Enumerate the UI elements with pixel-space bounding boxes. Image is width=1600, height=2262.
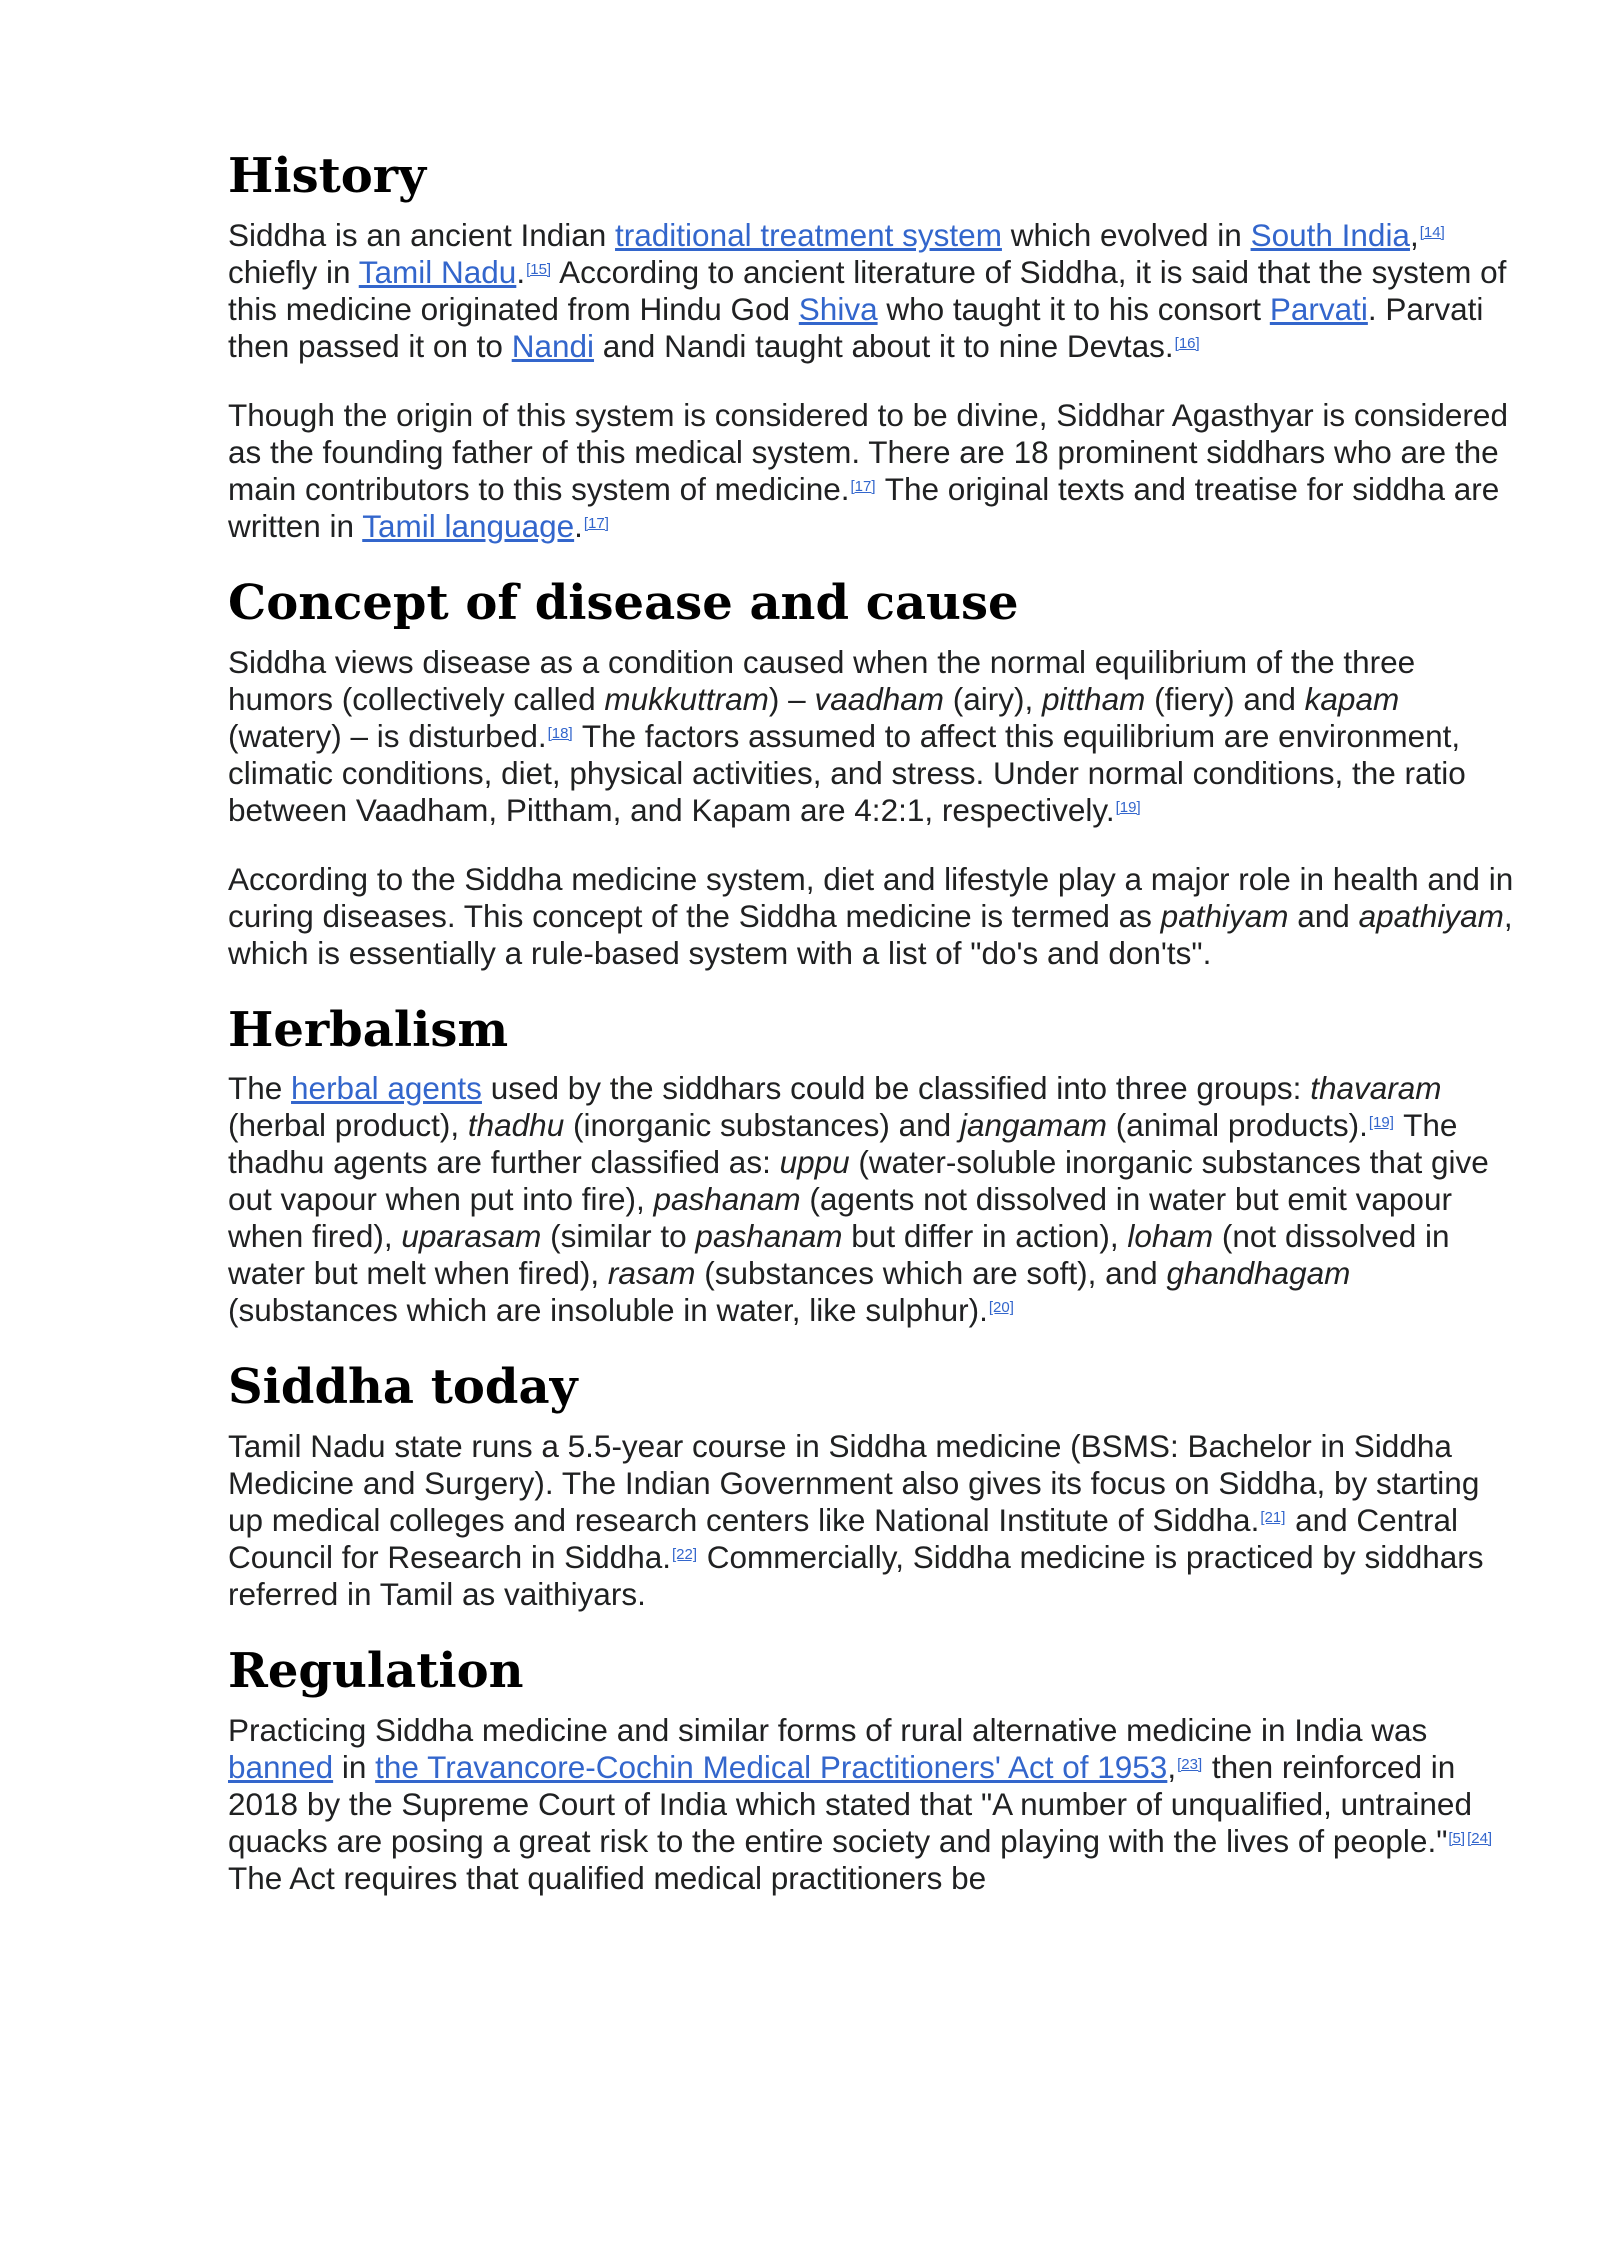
text-run: The factors assumed to affect this equilibrium are environment, climatic conditions, diet, physical activities, and stress. Under normal conditions, the ratio between Vaadham, Pittham, and Kapam are 4:2:1, respectively. xyxy=(228,717,1466,828)
citation-reference[interactable]: [5] xyxy=(1448,1829,1466,1847)
section-history xyxy=(228,150,1518,545)
section-heading: Concept of disease and cause xyxy=(228,574,1019,631)
text-run: (not dissolved in water but melt when fired), xyxy=(228,1218,1450,1292)
article-link[interactable]: Nandi xyxy=(511,327,595,364)
text-run: and xyxy=(1288,897,1359,934)
italic-term: uppu xyxy=(779,1144,850,1181)
citation-reference[interactable]: [24] xyxy=(1467,1829,1493,1847)
text-run: then reinforced in 2018 by the Supreme Court of India which stated that "A number of unqualified, untrained quacks are posing a great risk to the entire society and playing with the lives of people." xyxy=(228,1748,1472,1859)
citation-reference[interactable]: [15] xyxy=(526,260,552,278)
text-run: Siddha is an ancient Indian xyxy=(228,216,616,253)
citation-reference[interactable]: [16] xyxy=(1174,334,1200,352)
paragraph xyxy=(228,1428,1518,1613)
text-run: but differ in action), xyxy=(842,1218,1128,1255)
section-herbalism xyxy=(228,1001,1518,1330)
paragraph xyxy=(228,217,1518,365)
article-link[interactable]: Parvati xyxy=(1269,290,1368,327)
text-run: According to ancient literature of Siddha, it is said that the system of this medicine originated from Hindu God xyxy=(228,253,1507,327)
text-run: chiefly in xyxy=(228,253,359,290)
italic-term: thavaram xyxy=(1310,1070,1442,1107)
italic-term: pashanam xyxy=(653,1181,801,1218)
article-link[interactable]: the Travancore-Cochin Medical Practitioners' Act of 1953 xyxy=(375,1748,1168,1785)
text-run: The Act requires that qualified medical practitioners be xyxy=(228,1859,987,1896)
paragraph xyxy=(228,644,1518,829)
italic-term: apathiyam xyxy=(1358,897,1504,934)
citation-reference[interactable]: [21] xyxy=(1260,1509,1286,1527)
text-run: which evolved in xyxy=(1001,216,1251,253)
citation-reference[interactable]: [22] xyxy=(671,1546,698,1564)
article-link[interactable]: banned xyxy=(228,1748,334,1785)
text-run: (inorganic substances) and xyxy=(564,1107,960,1144)
text-run: Though the origin of this system is considered to be divine, Siddhar Agasthyar is considered as the founding father of this medical system. There are 18 prominent siddhars who are the main contributors to this system of medicine. xyxy=(228,396,1508,507)
citation-reference[interactable]: [18] xyxy=(547,724,573,742)
paragraph xyxy=(228,397,1518,545)
section-concept-of-disease-and-cause xyxy=(228,574,1518,972)
citation-reference[interactable]: [17] xyxy=(583,514,609,532)
text-run: . xyxy=(574,507,583,544)
text-run: Tamil Nadu state runs a 5.5-year course in Siddha medicine (BSMS: Bachelor in Siddha Medicine and Surgery). The Indian Government also gives its focus on Siddha, by starting up medical colleges and research centers like National Institute of Siddha. xyxy=(228,1428,1480,1539)
text-run: The xyxy=(228,1070,292,1107)
section-heading: Siddha today xyxy=(228,1359,578,1416)
italic-term: uparasam xyxy=(401,1218,542,1255)
text-run: Commercially, Siddha medicine is practiced by siddhars referred in Tamil as vaithiyars. xyxy=(228,1539,1484,1613)
article-link[interactable]: Shiva xyxy=(798,290,878,327)
italic-term: rasam xyxy=(607,1255,696,1292)
citation-reference[interactable]: [20] xyxy=(988,1299,1014,1317)
article-link[interactable]: Tamil language xyxy=(362,507,575,544)
italic-term: vaadham xyxy=(814,680,945,717)
text-run: (animal products). xyxy=(1107,1107,1368,1144)
text-run: Siddha views disease as a condition caused when the normal equilibrium of the three humors (collectively called xyxy=(228,643,1416,717)
article-link[interactable]: traditional treatment system xyxy=(615,216,1002,253)
paragraph xyxy=(228,861,1518,972)
italic-term: loham xyxy=(1127,1218,1214,1255)
text-run: used by the siddhars could be classified into three groups: xyxy=(481,1070,1311,1107)
italic-term: kapam xyxy=(1304,680,1400,717)
text-run: ) – xyxy=(768,680,815,717)
italic-term: pashanam xyxy=(695,1218,843,1255)
section-heading: History xyxy=(228,148,426,204)
italic-term: thadhu xyxy=(467,1107,565,1144)
text-run: and Nandi taught about it to nine Devtas. xyxy=(594,327,1174,364)
paragraph xyxy=(228,1712,1518,1897)
text-run: (herbal product), xyxy=(228,1107,468,1144)
text-run: . xyxy=(516,253,526,290)
section-regulation xyxy=(228,1645,1518,1897)
article-link[interactable]: South India xyxy=(1250,216,1410,253)
text-run: and Central Council for Research in Siddha. xyxy=(228,1502,1458,1576)
article-link[interactable]: Tamil Nadu xyxy=(358,253,517,290)
text-run: (substances which are insoluble in water, like sulphur). xyxy=(228,1292,988,1329)
italic-term: pittham xyxy=(1042,680,1146,717)
italic-term: jangamam xyxy=(959,1107,1108,1144)
text-run: (similar to xyxy=(541,1218,696,1255)
text-run: Practicing Siddha medicine and similar forms of rural alternative medicine in India was xyxy=(228,1711,1428,1748)
citation-reference[interactable]: [23] xyxy=(1177,1755,1203,1773)
italic-term: pathiyam xyxy=(1160,897,1289,934)
citation-reference[interactable]: [19] xyxy=(1115,798,1141,816)
text-run: (agents not dissolved in water but emit vapour when fired), xyxy=(228,1181,1452,1255)
text-run: The original texts and treatise for siddha are written in xyxy=(228,470,1500,544)
text-run: , xyxy=(1409,216,1419,253)
text-run: , xyxy=(1167,1748,1177,1785)
text-run: (substances which are soft), and xyxy=(695,1255,1167,1292)
text-run: (fiery) and xyxy=(1145,680,1305,717)
text-run: (airy), xyxy=(944,680,1043,717)
text-run: . Parvati then passed it on to xyxy=(228,290,1484,364)
section-heading: Regulation xyxy=(228,1643,524,1700)
section-siddha-today xyxy=(228,1361,1518,1613)
citation-reference[interactable]: [19] xyxy=(1368,1114,1394,1132)
text-run: (water-soluble inorganic substances that give out vapour when put into fire), xyxy=(228,1144,1489,1218)
article-body xyxy=(228,150,1518,1929)
text-run: The thadhu agents are further classified as: xyxy=(228,1107,1458,1181)
italic-term: mukkuttram xyxy=(604,680,769,717)
paragraph xyxy=(228,1070,1518,1329)
text-run: who taught it to his consort xyxy=(877,290,1270,327)
article-link[interactable]: herbal agents xyxy=(291,1070,482,1107)
article-sections xyxy=(228,150,1518,1897)
italic-term: ghandhagam xyxy=(1166,1255,1351,1292)
text-run: According to the Siddha medicine system, diet and lifestyle play a major role in health and in curing diseases. This concept of the Siddha medicine is termed as xyxy=(228,860,1514,934)
text-run: in xyxy=(333,1748,376,1785)
citation-reference[interactable]: [17] xyxy=(850,477,876,495)
text-run: , which is essentially a rule-based system with a list of "do's and don'ts". xyxy=(228,897,1513,971)
text-run: (watery) – is disturbed. xyxy=(228,717,547,754)
citation-reference[interactable]: [14] xyxy=(1419,223,1445,241)
section-heading: Herbalism xyxy=(228,1001,509,1058)
